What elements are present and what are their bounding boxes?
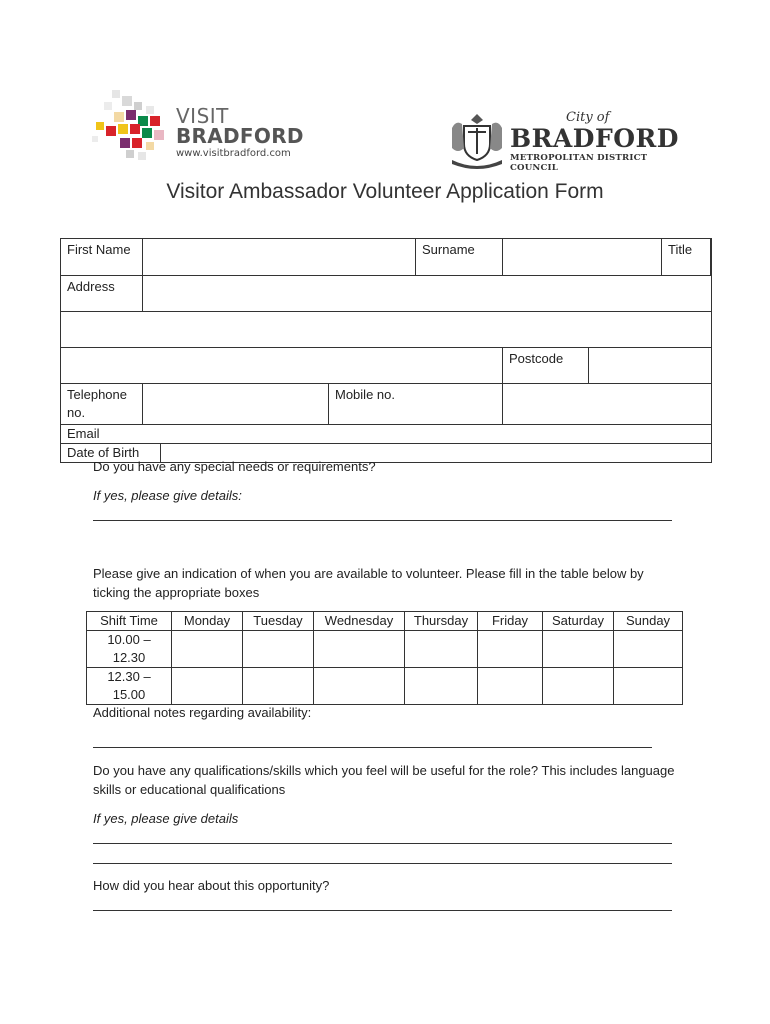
visit-bradford-pixel-icon xyxy=(90,86,174,166)
address-field-line-3[interactable] xyxy=(61,348,503,384)
hear-answer-line[interactable] xyxy=(93,910,672,911)
availability-header-monday: Monday xyxy=(172,612,243,631)
surname-field[interactable] xyxy=(503,239,662,276)
availability-header-thursday: Thursday xyxy=(405,612,478,631)
shift-time-2: 12.30 – 15.00 xyxy=(87,668,172,705)
availability-header-wednesday: Wednesday xyxy=(314,612,405,631)
email-row xyxy=(61,425,712,444)
availability-header-friday: Friday xyxy=(478,612,543,631)
logo-url-text: www.visitbradford.com xyxy=(176,148,291,159)
checkbox-sunday-shift-1[interactable] xyxy=(614,631,683,668)
qualifications-question: Do you have any qualifications/skills which you feel will be useful for the role? This includes language skills or educational qualifications xyxy=(93,763,675,797)
special-needs-answer-line[interactable] xyxy=(93,520,672,521)
telephone-label: Telephone no. xyxy=(61,384,143,425)
checkbox-wednesday-shift-1[interactable] xyxy=(314,631,405,668)
checkbox-tuesday-shift-2[interactable] xyxy=(243,668,314,705)
special-needs-question: Do you have any special needs or requirements? xyxy=(93,459,376,474)
address-field-line-2[interactable] xyxy=(61,312,712,348)
first-name-label: First Name xyxy=(61,239,143,276)
logo-council-subtitle: METROPOLITAN DISTRICT COUNCIL xyxy=(510,153,648,173)
postcode-field[interactable] xyxy=(589,348,712,384)
availability-intro: Please give an indication of when you are available to volunteer. Please fill in the table below by ticking the appropriate boxes xyxy=(93,566,644,600)
qualifications-details-label: If yes, please give details xyxy=(93,811,239,826)
checkbox-thursday-shift-1[interactable] xyxy=(405,631,478,668)
checkbox-sunday-shift-2[interactable] xyxy=(614,668,683,705)
checkbox-friday-shift-2[interactable] xyxy=(478,668,543,705)
visit-bradford-logo xyxy=(90,86,310,166)
email-field[interactable] xyxy=(106,425,711,443)
special-needs-details-label: If yes, please give details: xyxy=(93,488,242,503)
first-name-field[interactable] xyxy=(143,239,416,276)
personal-details-table xyxy=(60,238,712,463)
availability-notes-line[interactable] xyxy=(93,747,652,748)
availability-notes-label: Additional notes regarding availability: xyxy=(93,705,312,720)
qualifications-answer-line-1[interactable] xyxy=(93,843,672,844)
hear-question: How did you hear about this opportunity? xyxy=(93,878,330,893)
title-cell xyxy=(662,239,712,276)
email-label: Email xyxy=(67,426,100,441)
qualifications-answer-line-2[interactable] xyxy=(93,863,672,864)
logo-bradford-text: BRADFORD xyxy=(176,124,304,148)
checkbox-monday-shift-2[interactable] xyxy=(172,668,243,705)
shift-time-1: 10.00 – 12.30 xyxy=(87,631,172,668)
city-of-bradford-logo xyxy=(446,108,679,173)
checkbox-saturday-shift-1[interactable] xyxy=(543,631,614,668)
availability-header-sunday: Sunday xyxy=(614,612,683,631)
checkbox-monday-shift-1[interactable] xyxy=(172,631,243,668)
title-label: Title xyxy=(662,239,711,275)
postcode-label: Postcode xyxy=(503,348,589,384)
mobile-field[interactable] xyxy=(503,384,712,425)
availability-header-saturday: Saturday xyxy=(543,612,614,631)
address-field-line-1[interactable] xyxy=(143,276,712,312)
coat-of-arms-icon xyxy=(446,108,508,170)
dob-label: Date of Birth xyxy=(61,444,161,462)
telephone-field[interactable] xyxy=(143,384,329,425)
form-title: Visitor Ambassador Volunteer Application Form xyxy=(166,180,604,203)
mobile-label: Mobile no. xyxy=(329,384,503,425)
logo-visit-text: VISIT xyxy=(176,104,229,128)
logo-city-of-text: City of xyxy=(566,110,610,125)
availability-header-tuesday: Tuesday xyxy=(243,612,314,631)
checkbox-tuesday-shift-1[interactable] xyxy=(243,631,314,668)
checkbox-saturday-shift-2[interactable] xyxy=(543,668,614,705)
logo-bradford-council-text: BRADFORD xyxy=(510,124,679,153)
address-label: Address xyxy=(61,276,143,312)
checkbox-wednesday-shift-2[interactable] xyxy=(314,668,405,705)
checkbox-thursday-shift-2[interactable] xyxy=(405,668,478,705)
surname-label: Surname xyxy=(416,239,503,276)
availability-header-shift: Shift Time xyxy=(87,612,172,631)
availability-table xyxy=(86,611,683,705)
checkbox-friday-shift-1[interactable] xyxy=(478,631,543,668)
